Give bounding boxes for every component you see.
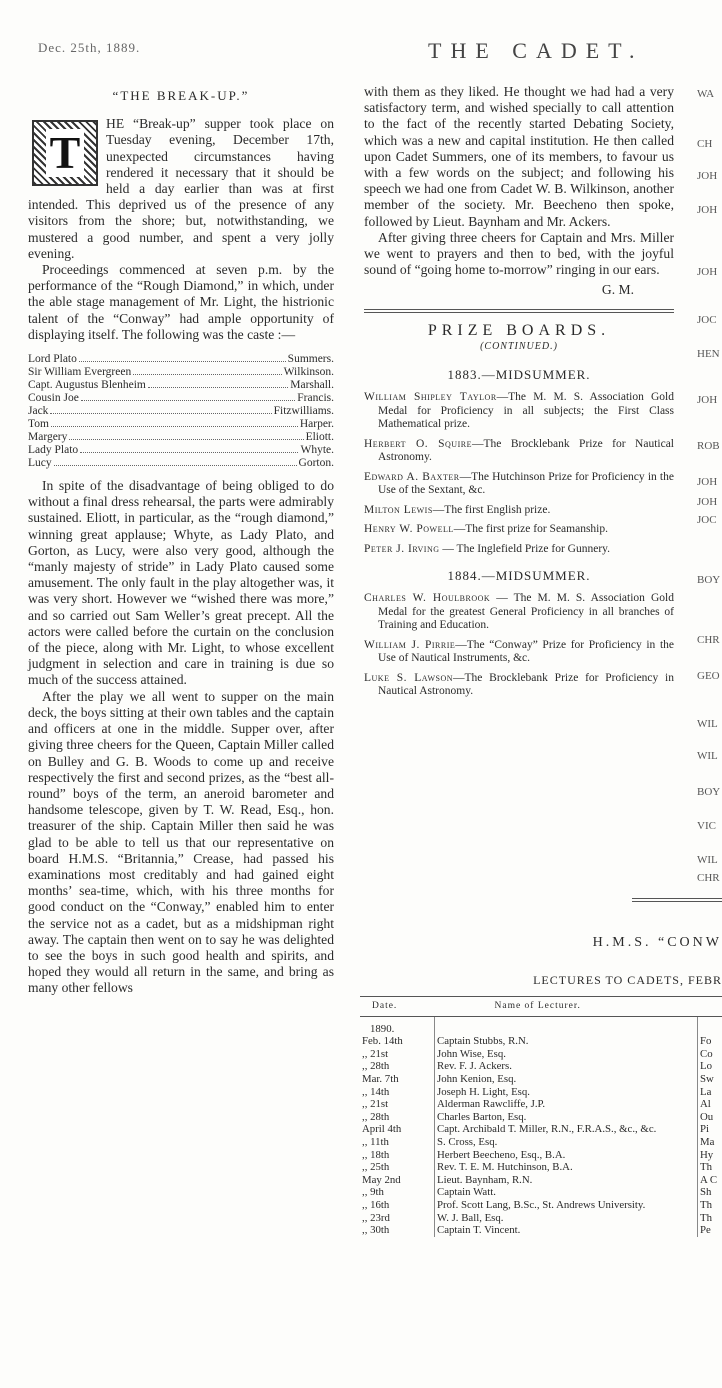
prize-description: —The M. M. S. Association Gold Medal for Proficiency in all subjects; the First Class Mathematical prize. [378,391,674,431]
lecture-subject: Pi [700,1123,710,1136]
lecture-date: Mar. 7th [360,1073,435,1086]
table-row [360,1035,722,1048]
cast-row [28,444,334,457]
lecturer-name: Captain Watt. [435,1186,698,1199]
lecturer-name: W. J. Ball, Esq. [435,1212,698,1225]
fragment: JOC [697,314,717,326]
column-middle [364,84,674,705]
lecturer-name: John Wise, Esq. [435,1048,698,1061]
table-row [360,1111,722,1124]
breakup-paragraph-5: with them as they liked. He thought we had had a very satisfactory term, and wished specially to call attention to the fact of the recently started Debating Society, which was a new and capital institution. He then called upon Cadet Summers, one of its members, to favour us with a few words on the subject; and following his speech we had one from Cadet W. B. Wilkinson, another member of the society. Mr. Beecheno then spoke, followed by Lieut. Baynham and Mr. Ackers. [364,84,674,229]
prize-entry [364,438,674,465]
cast-actor: Harper. [299,418,334,431]
cast-role: Jack [28,405,49,418]
lecturer-name: Joseph H. Light, Esq. [435,1086,698,1099]
prize-description: —The Brocklebank Prize for Proficiency in Nautical Astronomy. [378,671,674,698]
prize-description: — The Inglefield Prize for Gunnery. [439,542,611,555]
table-row [360,1136,722,1149]
cast-row [28,431,334,444]
prize-entry [364,592,674,633]
prize-boards-subtitle: (CONTINUED.) [480,340,558,352]
prize-winner: Milton Lewis [364,503,433,516]
lecturer-name: Lieut. Baynham, R.N. [435,1174,698,1187]
cast-role: Capt. Augustus Blenheim [28,379,146,392]
lectures-table [360,996,722,1237]
table-row [360,1149,722,1162]
cast-actor: Summers. [287,353,334,366]
fragment: BOY [697,786,721,798]
cast-row [28,366,334,379]
lecture-date: ,, 21st [360,1048,435,1061]
lecture-subject: Ou [700,1110,714,1123]
lecturer-name: Captain T. Vincent. [435,1224,698,1237]
cast-actor: Marshall. [290,379,334,392]
lecturer-name: Rev. T. E. M. Hutchinson, B.A. [435,1161,698,1174]
breakup-title: “THE BREAK-UP.” [112,88,250,103]
lecture-date: ,, 28th [360,1111,435,1124]
fragment: WIL [697,750,718,762]
lecture-date: ,, 25th [360,1161,435,1174]
lecture-subject: La [700,1085,712,1098]
prize-entry [364,543,674,557]
prize-entry [364,672,674,699]
lectures-subtitle: LECTURES TO CADETS, FEBR [533,973,722,987]
fragment: JOC [697,514,717,526]
lecture-subject: Co [700,1047,713,1060]
cast-row [28,353,334,366]
table-row [360,1161,722,1174]
table-row [360,1186,722,1199]
breakup-paragraph-6: After giving three cheers for Captain and Mrs. Miller we went to prayers and then to bed, with the joyful sound of “going home to-morrow” ringing in our ears. [364,229,674,278]
cast-role: Lady Plato [28,444,79,457]
header-date: Date. [360,997,435,1017]
table-row [360,1224,722,1237]
table-row [360,1199,722,1212]
prize-description: —The Hutchinson Prize for Proficiency in the Use of the Sextant, &c. [378,470,674,497]
breakup-paragraph-1: HE “Break-up” supper took place on Tuesday evening, December 17th, unexpected circumstances having rendered it necessary that it should be held a day earlier than was at first intended. This deprived us of the presence of any visitors from the shore; but, notwithstanding, we mustered a good number, and spent a very jolly evening. [28,116,334,261]
cast-role: Lucy [28,457,52,470]
prize-entry [364,391,674,432]
lecture-subject: Al [700,1098,711,1111]
cast-role: Margery [28,431,68,444]
breakup-paragraph-3: In spite of the disadvantage of being obliged to do without a final dress rehearsal, the parts were admirably sustained. Eliott, in particular, as the “rough diamond,” winning great applause; Whyte, as Lady Plato, and Gorton, as Lucy, were also very good, although the “manly majesty of stride” in Lady Plato caused some amusement. The only fault in the play altogether was, it was very short. However we “wished there was more,” and so carried out Sam Weller’s great precept. All the actors were called before the curtain on the conclusion of the piece, along with Mr. Light, to whose excellent judgment in selection and care in training is due so much of the success attained. [28,478,334,688]
prize-description: — The M. M. S. Association Gold Medal for the greatest General Proficiency in all branches of Training and Education. [378,592,674,632]
table-row [360,1086,722,1099]
dropcap-ornament [32,120,98,186]
lecturer-name: John Kenion, Esq. [435,1073,698,1086]
table-row [360,1174,722,1187]
prize-winner: Henry W. Powell [364,523,454,536]
fragment: CHR [697,872,720,884]
lecture-date: ,, 28th [360,1060,435,1073]
cast-actor: Wilkinson. [283,366,334,379]
fragment: JOH [697,266,718,278]
year-cell: 1890. [360,1016,435,1035]
prize-winner: William Shipley Taylor [364,391,497,404]
prize-year-heading: 1884.—MIDSUMMER. [447,568,591,584]
lecture-date: ,, 23rd [360,1212,435,1225]
lecture-date: ,, 9th [360,1186,435,1199]
prize-description: —The first prize for Seamanship. [453,523,608,536]
fragment: JOH [697,496,718,508]
table-row [360,1048,722,1061]
prize-winner: Herbert O. Squire [364,437,472,450]
fragment: JOH [697,170,718,182]
breakup-paragraph-2: Proceedings commenced at seven p.m. by the performance of the “Rough Diamond,” in which, under the able stage management of Mr. Light, the histrionic talent of the “Conway” had ample opportunity of displaying itself. The following was the caste :— [28,262,334,342]
lecture-subject: A C [700,1173,718,1186]
cast-actor: Eliott. [305,431,334,444]
lecture-subject: Hy [700,1148,714,1161]
lecture-date: ,, 18th [360,1149,435,1162]
fragment: JOH [697,204,718,216]
prize-winner: Charles W. Houlbrook [364,592,491,605]
fragment: JOH [697,476,718,488]
cast-role: Tom [28,418,49,431]
column-right-cutoff [697,84,722,924]
lecture-subject: Th [700,1211,712,1224]
lecture-subject: Ma [700,1135,715,1148]
lecture-date: ,, 30th [360,1224,435,1237]
section-divider [364,309,674,313]
lecture-date: April 4th [360,1123,435,1136]
fragment: JOH [697,394,718,406]
lecture-date: Feb. 14th [360,1035,435,1048]
prize-winner: Edward A. Baxter [364,470,460,483]
prize-description: —The “Conway” Prize for Proficiency in the Use of Nautical Instruments, &c. [378,638,674,665]
cast-actor: Whyte. [300,444,334,457]
fragment: WA [697,88,715,100]
lecture-date: ,, 11th [360,1136,435,1149]
table-row [360,1073,722,1086]
fragment: WIL [697,718,718,730]
cast-actor: Francis. [297,392,334,405]
lecture-subject: Sw [700,1072,714,1085]
cast-row [28,379,334,392]
lecturer-name: Capt. Archibald T. Miller, R.N., F.R.A.S., &c., &c. [435,1123,698,1136]
table-row [360,1016,722,1035]
cast-row [28,405,334,418]
dropcap-letter: T [46,129,85,177]
prize-boards-title: PRIZE BOARDS. [427,321,611,339]
table-row [360,1123,722,1136]
cast-role: Cousin Joe [28,392,79,405]
lecture-date: May 2nd [360,1174,435,1187]
fragment: WIL [697,854,718,866]
lecture-date: ,, 16th [360,1199,435,1212]
cast-role: Sir William Evergreen [28,366,132,379]
breakup-paragraph-4: After the play we all went to supper on the main deck, the boys sitting at their own tables and the captain and officers at one in the middle. Supper over, after giving three cheers for the Queen, Captain Miller called on Bulley and G. B. Woods to come up and receive respectively the first and second prizes, as the “best all-round” boys of the term, an aneroid barometer and handsome telescope, given by T. W. Read, Esq., hon. treasurer of the ship. Captain Miller then said he was glad to be able to tell us that our representative on board H.M.S. “Britannia,” Crease, had passed his examinations most creditably and had gained eight months’ sea-time, which, with his three months for good conduct on the “Conway,” enabled him to enter the service not as a cadet, but as a midshipman right away. The captain then went on to say he was delighted to see the boys in such good health and spirits, and hoped they would all return in the same, and bring as many other fellows [28,688,334,996]
lecturer-name: Herbert Beecheno, Esq., B.A. [435,1149,698,1162]
prize-winner: Peter J. Irving [364,542,440,555]
fragment: HEN [697,348,720,360]
prize-description: —The Brocklebank Prize for Nautical Astronomy. [378,437,674,464]
section-divider [632,898,722,902]
lectures-table-body [360,1016,722,1237]
header-lecturer: Name of Lecturer. [435,997,698,1017]
issue-date: Dec. 25th, 1889. [38,40,141,55]
prize-entry [364,471,674,498]
fragment: GEO [697,670,720,682]
fragment: ROB [697,440,720,452]
lecturer-name: Rev. F. J. Ackers. [435,1060,698,1073]
fragment: BOY [697,574,721,586]
lecture-date: ,, 14th [360,1086,435,1099]
fragment: VIC [697,820,716,832]
masthead-title: THE CADET. [428,38,644,63]
cast-row [28,457,334,470]
cast-actor: Gorton. [298,457,334,470]
cast-row [28,392,334,405]
prize-entry [364,523,674,537]
fragment: CHR [697,634,720,646]
lecture-subject: Pe [700,1224,711,1237]
lecturer-name: Alderman Rawcliffe, J.P. [435,1098,698,1111]
lectures-section [360,935,722,1237]
table-row [360,1060,722,1073]
cast-actor: Fitzwilliams. [273,405,334,418]
lectures-ship-title: H.M.S. “CONW [592,935,722,950]
prize-entry [364,504,674,518]
table-row [360,1212,722,1225]
lecturer-name: Captain Stubbs, R.N. [435,1035,698,1048]
lecture-date: ,, 21st [360,1098,435,1111]
article-signature: G. M. [601,282,634,298]
prize-description: —The first English prize. [432,503,551,516]
table-row [360,1098,722,1111]
prize-year-heading: 1883.—MIDSUMMER. [447,367,591,383]
lecture-subject: Th [700,1198,712,1211]
prize-winner: Luke S. Lawson [364,671,453,684]
lecture-subject: Th [700,1161,712,1174]
lecturer-name: S. Cross, Esq. [435,1136,698,1149]
lecture-subject: Sh [700,1186,712,1199]
lecture-subject: Fo [700,1035,712,1048]
lecture-subject: Lo [700,1060,712,1073]
lecturer-name: Charles Barton, Esq. [435,1111,698,1124]
prize-winner: William J. Pirrie [364,638,456,651]
fragment: CH [697,138,713,150]
cast-role: Lord Plato [28,353,77,366]
cast-list [28,353,334,470]
prize-entry [364,639,674,666]
cast-row [28,418,334,431]
column-left [28,84,334,997]
lecturer-name: Prof. Scott Lang, B.Sc., St. Andrews University. [435,1199,698,1212]
